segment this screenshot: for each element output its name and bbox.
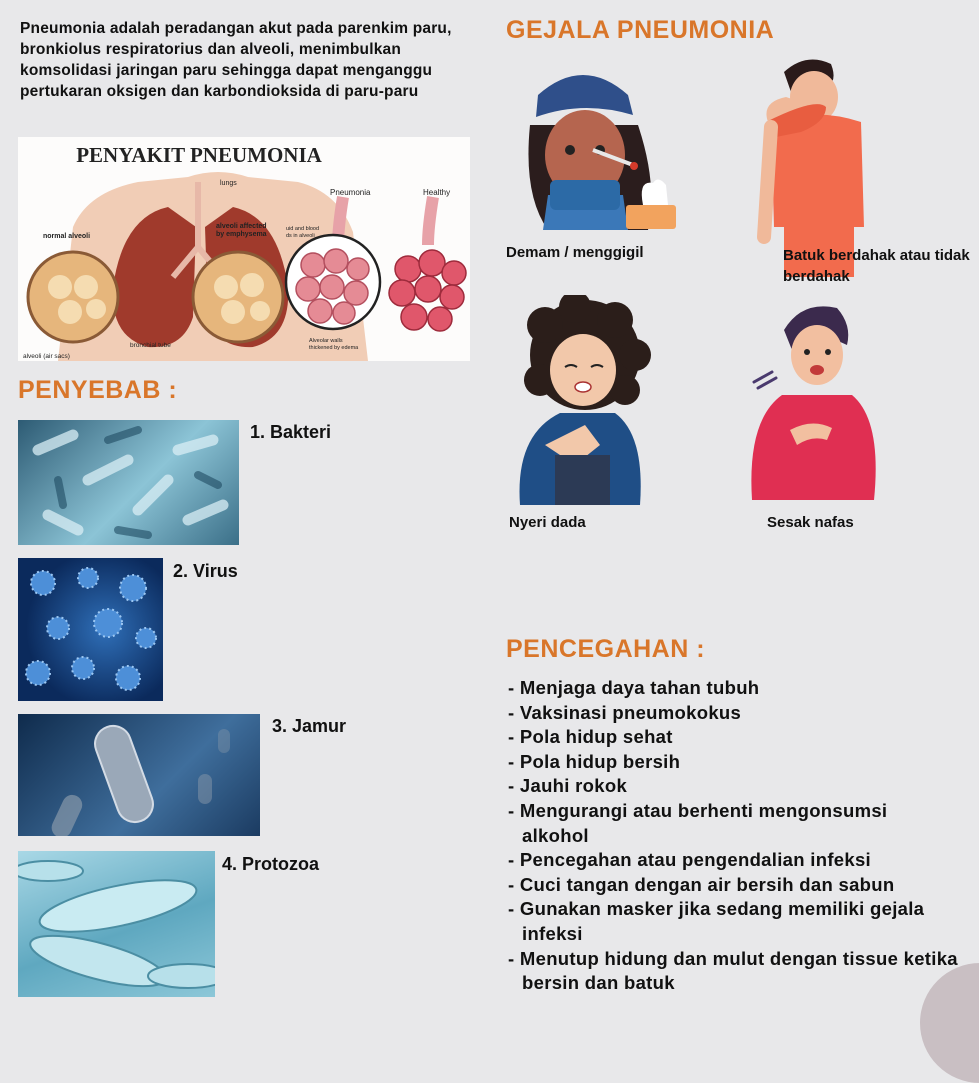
prevention-item: - Gunakan masker jika sedang memiliki gejala infeksi xyxy=(508,898,925,944)
prevention-item: - Mengurangi atau berhenti mengonsumsi alkohol xyxy=(508,799,888,846)
symptom-label-breathless: Sesak nafas xyxy=(767,514,854,531)
cause-label-protozoa: 4. Protozoa xyxy=(222,854,320,874)
virus-image xyxy=(18,558,163,701)
cause-label-virus: 2. Virus xyxy=(173,561,238,581)
cause-label-bacteria: 1. Bakteri xyxy=(250,422,332,442)
pneumonia-diagram xyxy=(18,137,470,361)
chest-pain-illustration xyxy=(505,295,655,505)
symptom-label-cough: Batuk berdahak atau tidak berdahak xyxy=(783,247,970,285)
prevention-item: - Menjaga daya tahan tubuh xyxy=(508,677,760,698)
causes-title: PENYEBAB : xyxy=(18,376,178,404)
prevention-item: - Pencegahan atau pengendalian infeksi xyxy=(508,849,871,871)
protozoa-image xyxy=(18,851,215,997)
fever-illustration xyxy=(508,55,698,230)
bacteria-image xyxy=(18,420,239,545)
cause-label-fungus: 3. Jamur xyxy=(272,716,347,736)
svg-text:alveoli (air sacs): alveoli (air sacs) xyxy=(23,353,70,360)
prevention-item: - Cuci tangan dengan air bersih dan sabun xyxy=(508,873,895,895)
prevention-title: PENCEGAHAN : xyxy=(506,635,706,663)
svg-text:uid and blood ds in alve: uid and blood ds in alveoli xyxy=(286,226,320,239)
svg-text:Pneumonia: Pneumonia xyxy=(330,188,371,197)
svg-text:lungs: lungs xyxy=(220,180,237,187)
prevention-item: - Jauhi rokok xyxy=(508,775,628,797)
svg-text:normal alveoli: normal alveoli xyxy=(43,233,91,240)
svg-text:Alveolar walls thickened: Alveolar walls thickened by edema xyxy=(309,338,359,351)
symptom-label-chest-pain: Nyeri dada xyxy=(509,514,586,531)
symptom-label-fever: Demam / menggigil xyxy=(506,244,644,261)
svg-text:bronchial tube: bronchial tube xyxy=(130,342,171,349)
cough-illustration xyxy=(756,52,871,277)
intro-paragraph: Pneumonia adalah peradangan akut pada parenkim paru, bronkiolus respiratorius dan alveoli, menimbulkan komsolidasi jaringan paru sehingga dapat menganggu pertukaran oksigen dan karbondioksida di paru-paru xyxy=(20,20,452,100)
prevention-item: - Pola hidup bersih xyxy=(508,750,681,772)
fungus-image xyxy=(18,714,260,836)
symptoms-title: GEJALA PNEUMONIA xyxy=(506,16,775,44)
prevention-item: - Pola hidup sehat xyxy=(508,726,673,748)
svg-text:Healthy: Healthy xyxy=(423,188,451,197)
prevention-item: - Vaksinasi pneumokokus xyxy=(508,701,742,723)
diagram-title: PENYAKIT PNEUMONIA xyxy=(76,143,322,167)
breathless-illustration xyxy=(742,300,882,500)
svg-text:alveoli affected by emph: alveoli affected by emphysema xyxy=(216,223,267,238)
prevention-list xyxy=(508,676,958,996)
prevention-item: - Menutup hidung dan mulut dengan tissue ketika bersin dan batuk xyxy=(508,947,958,994)
